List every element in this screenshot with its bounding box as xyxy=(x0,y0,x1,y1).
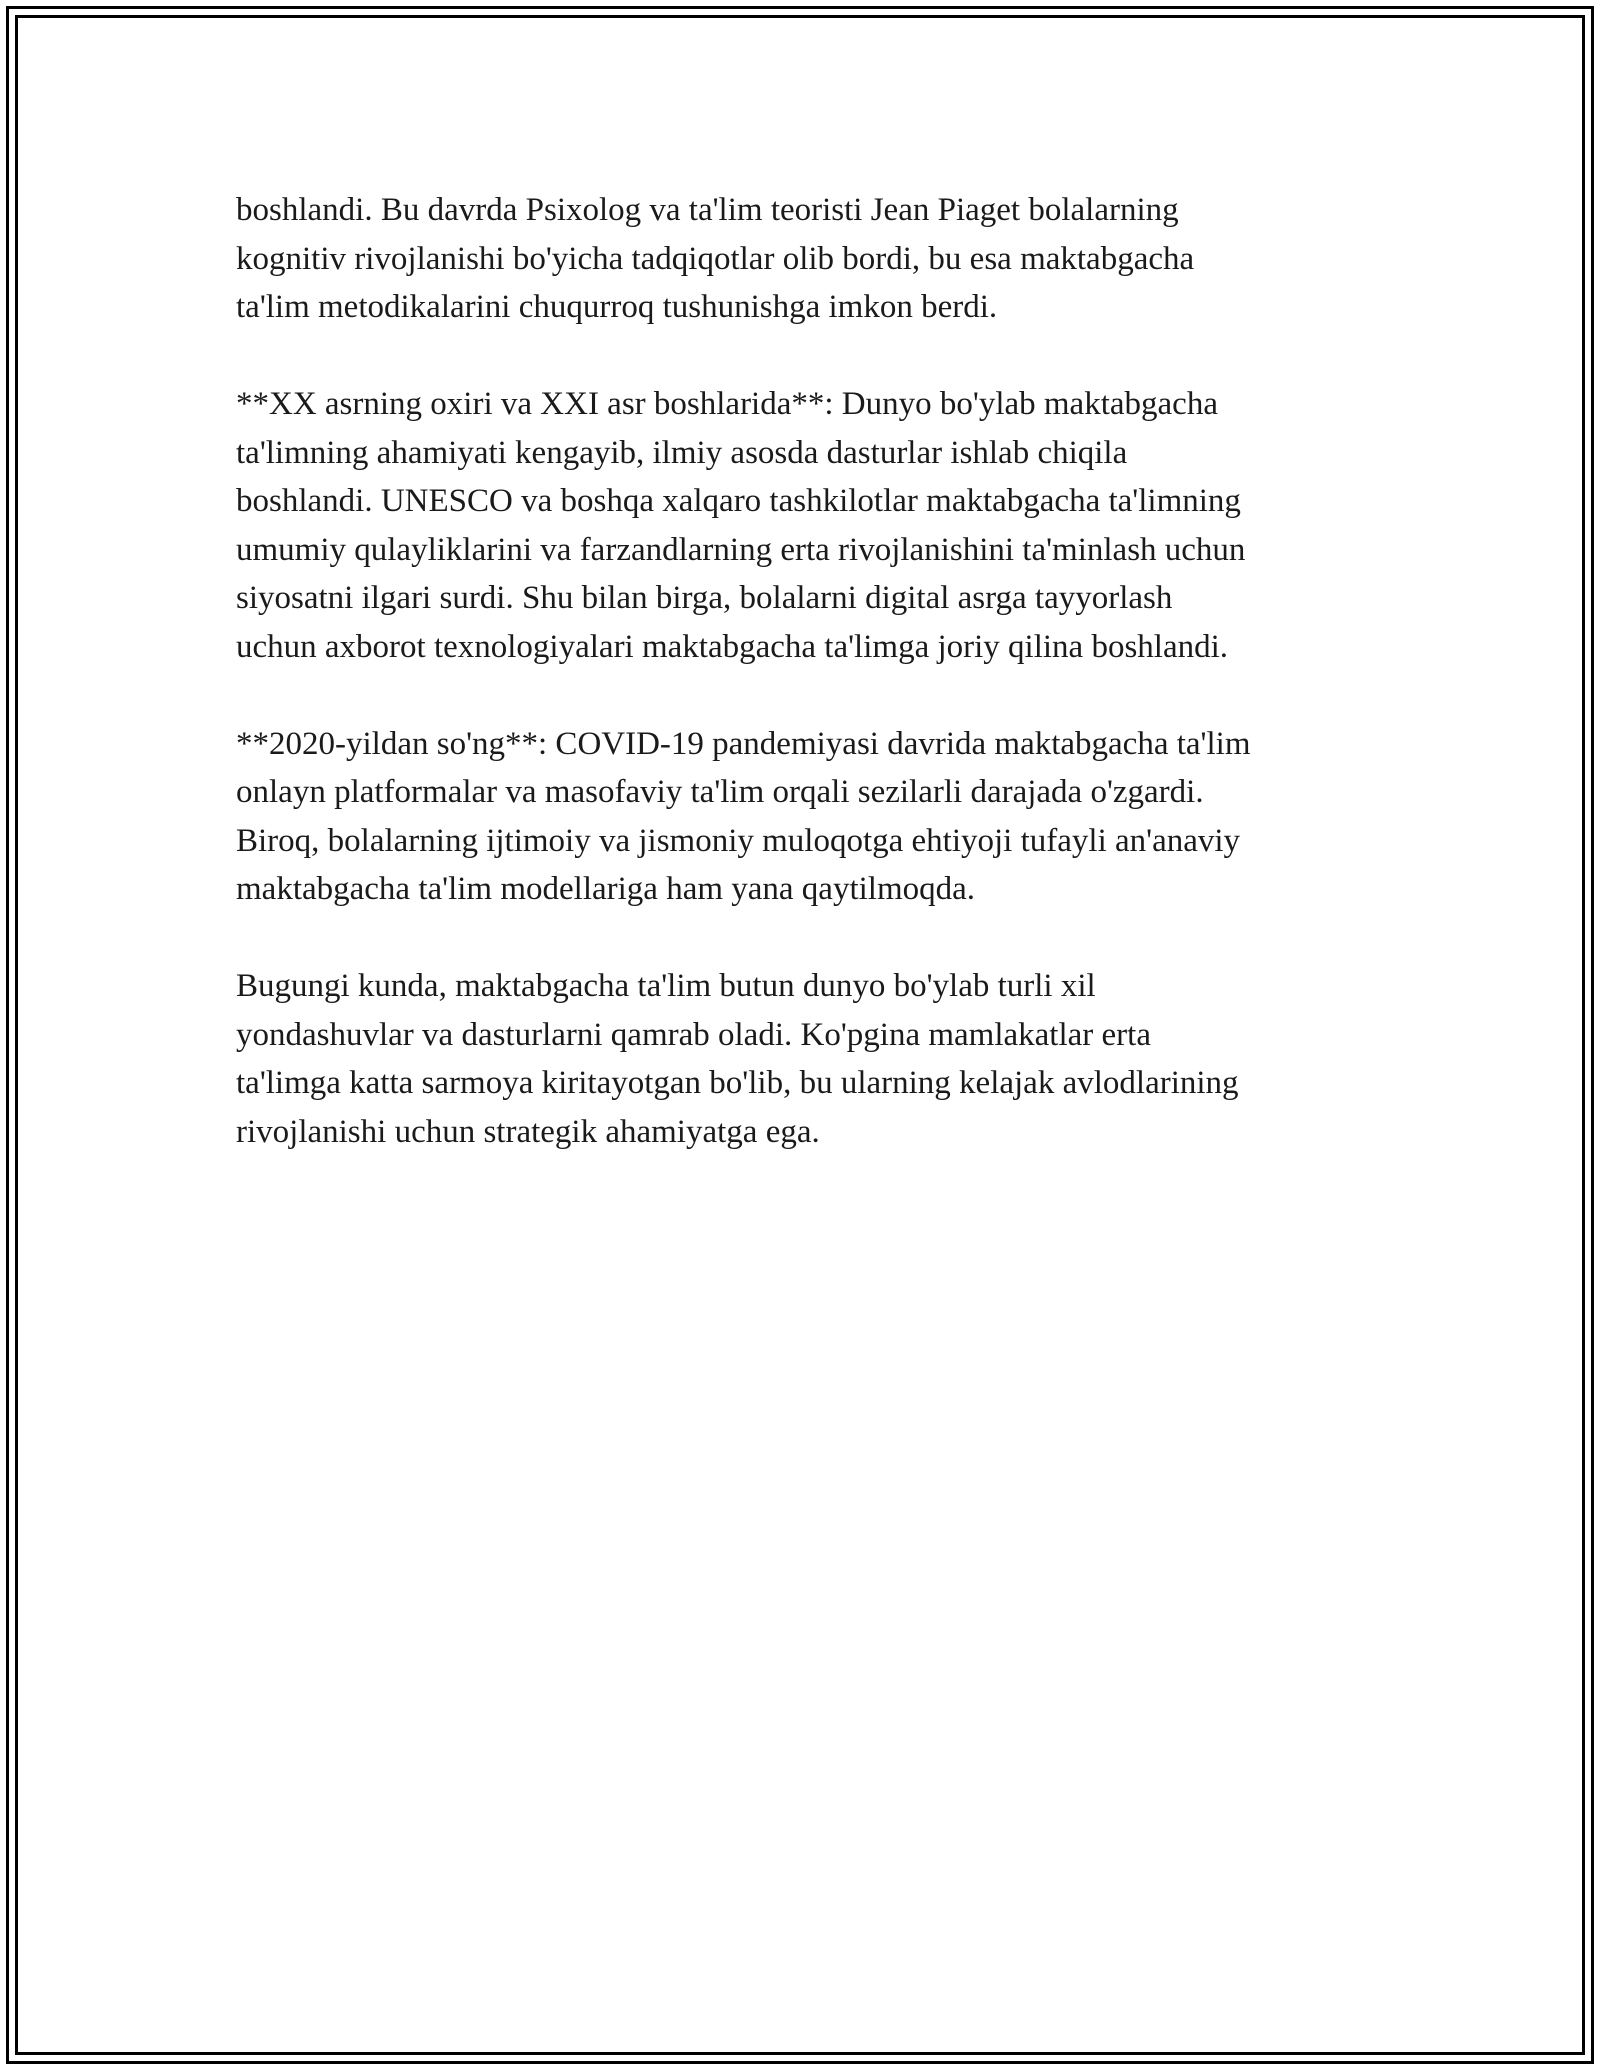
text-line: ta'limning ahamiyati kengayib, ilmiy asosda dasturlar ishlab chiqila xyxy=(236,434,1128,471)
text-line: siyosatni ilgari surdi. Shu bilan birga, bolalarni digital asrga tayyorlash xyxy=(236,580,1173,616)
paragraph-3 xyxy=(236,720,1396,914)
text-line: boshlandi. Bu davrda Psixolog va ta'lim teoristi Jean Piaget bolalarning xyxy=(236,192,1179,228)
text-line: onlayn platformalar va masofaviy ta'lim orqali sezilarli darajada o'zgardi. xyxy=(236,774,1204,810)
text-line: **2020-yildan so'ng**: COVID-19 pandemiyasi davrida maktabgacha ta'lim xyxy=(236,725,1251,762)
document-body xyxy=(236,186,1396,1205)
text-line: uchun axborot texnologiyalari maktabgacha ta'limga joriy qilina boshlandi. xyxy=(236,628,1229,665)
text-line: umumiy qulayliklarini va farzandlarning erta rivojlanishini ta'minlash uchun xyxy=(236,531,1246,568)
text-line: Biroq, bolalarning ijtimoiy va jismoniy muloqotga ehtiyoji tufayli an'anaviy xyxy=(236,822,1241,859)
text-line: **XX asrning oxiri va XXI asr boshlarida**: Dunyo bo'ylab maktabgacha xyxy=(236,386,1218,422)
text-line: maktabgacha ta'lim modellariga ham yana qaytilmoqda. xyxy=(236,871,976,907)
paragraph-2 xyxy=(236,380,1396,671)
text-line: kognitiv rivojlanishi bo'yicha tadqiqotlar olib bordi, bu esa maktabgacha xyxy=(236,240,1195,277)
text-line: ta'lim metodikalarini chuqurroq tushunishga imkon berdi. xyxy=(236,289,998,325)
text-line: Bugungi kunda, maktabgacha ta'lim butun dunyo bo'ylab turli xil xyxy=(236,968,1096,1004)
paragraph-4 xyxy=(236,962,1396,1156)
paragraph-1 xyxy=(236,186,1396,332)
text-line: ta'limga katta sarmoya kiritayotgan bo'lib, bu ularning kelajak avlodlarining xyxy=(236,1065,1239,1101)
text-line: yondashuvlar va dasturlarni qamrab oladi. Ko'pgina mamlakatlar erta xyxy=(236,1016,1151,1053)
text-line: boshlandi. UNESCO va boshqa xalqaro tashkilotlar maktabgacha ta'limning xyxy=(236,483,1241,519)
text-line: rivojlanishi uchun strategik ahamiyatga ega. xyxy=(236,1113,820,1150)
